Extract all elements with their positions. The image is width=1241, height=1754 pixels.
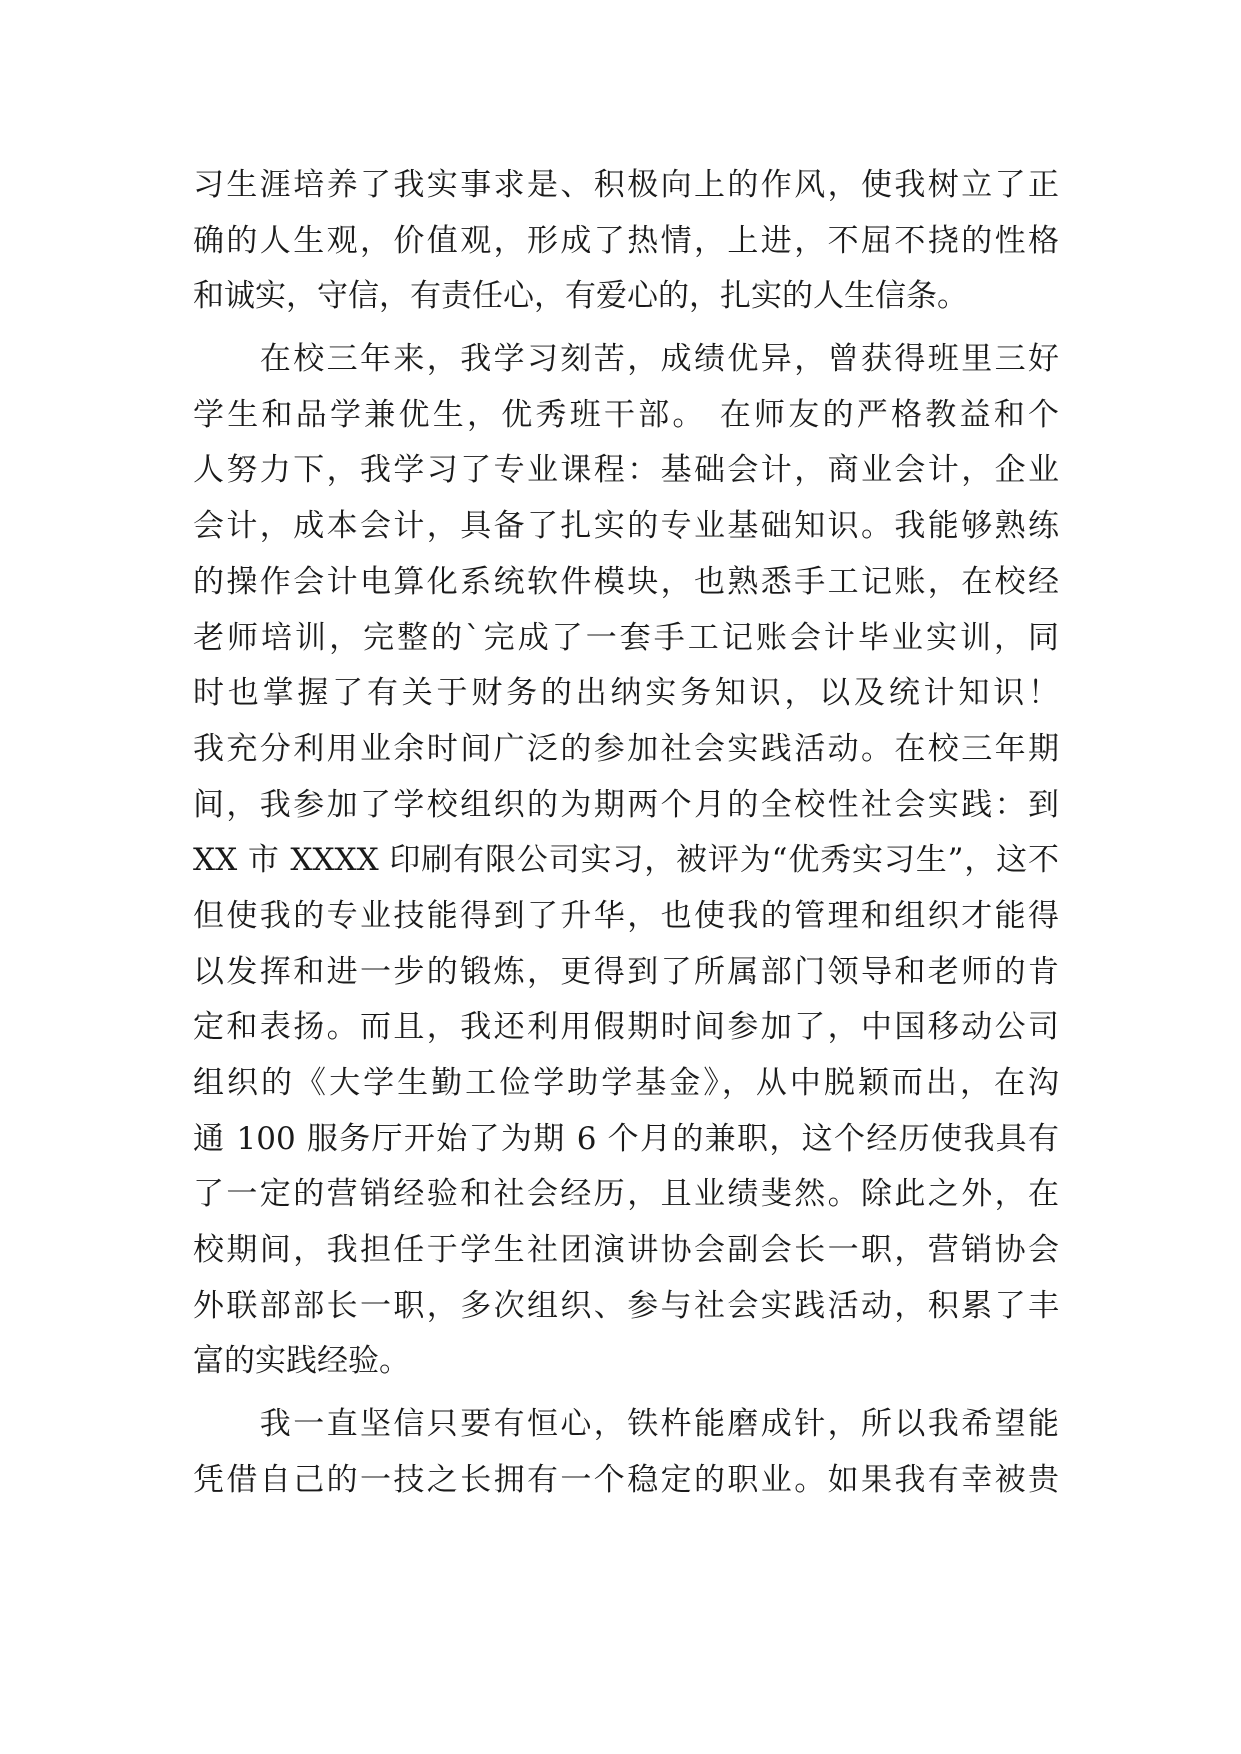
text-line: 富的实践经验。 xyxy=(193,1343,410,1380)
text-line: 以发挥和进一步的锻炼，更得到了所属部门领导和老师的肯 xyxy=(193,953,1059,990)
text-line: 在校三年来，我学习刻苦，成绩优异，曾获得班里三好 xyxy=(193,341,1059,378)
text-line: 和诚实，守信，有责任心，有爱心的，扎实的人生信条。 xyxy=(193,278,968,315)
text-line: 时也掌握了有关于财务的出纳实务知识，以及统计知识！ xyxy=(193,675,1059,712)
text-line: 了一定的营销经验和社会经历，且业绩斐然。除此之外，在 xyxy=(193,1176,1059,1213)
text-line: 的操作会计电算化系统软件模块，也熟悉手工记账，在校经 xyxy=(193,563,1059,600)
text-line: 学生和品学兼优生，优秀班干部。 在师友的严格教益和个 xyxy=(193,396,1059,433)
text-line: 老师培训，完整的`完成了一套手工记账会计毕业实训，同 xyxy=(193,619,1059,656)
text-line: 外联部部长一职，多次组织、参与社会实践活动，积累了丰 xyxy=(193,1287,1059,1324)
text-line: 我一直坚信只要有恒心，铁杵能磨成针，所以我希望能 xyxy=(193,1406,1059,1443)
text-line: 间，我参加了学校组织的为期两个月的全校性社会实践：到 xyxy=(193,786,1059,823)
text-line: 但使我的专业技能得到了升华，也使我的管理和组织才能得 xyxy=(193,897,1059,934)
text-line: 组织的《大学生勤工俭学助学基金》，从中脱颖而出，在沟 xyxy=(193,1065,1059,1101)
text-line: 习生涯培养了我实事求是、积极向上的作风，使我树立了正 xyxy=(193,167,1059,203)
text-line: XX 市 XXXX 印刷有限公司实习，被评为“优秀实习生”，这不 xyxy=(193,842,1059,879)
text-line: 凭借自己的一技之长拥有一个稳定的职业。如果我有幸被贵 xyxy=(193,1461,1059,1498)
text-line: 校期间，我担任于学生社团演讲协会副会长一职，营销协会 xyxy=(193,1232,1059,1269)
text-line: 会计，成本会计，具备了扎实的专业基础知识。我能够熟练 xyxy=(193,508,1059,545)
text-line: 确的人生观，价值观，形成了热情，上进，不屈不挠的性格 xyxy=(193,222,1059,259)
text-line: 定和表扬。而且，我还利用假期时间参加了，中国移动公司 xyxy=(193,1009,1059,1046)
text-line: 通 100 服务厅开始了为期 6 个月的兼职，这个经历使我具有 xyxy=(193,1120,1059,1157)
text-line: 我充分利用业余时间广泛的参加社会实践活动。在校三年期 xyxy=(193,730,1059,767)
text-line: 人努力下，我学习了专业课程：基础会计，商业会计，企业 xyxy=(193,452,1059,489)
body-text xyxy=(193,158,1059,1509)
